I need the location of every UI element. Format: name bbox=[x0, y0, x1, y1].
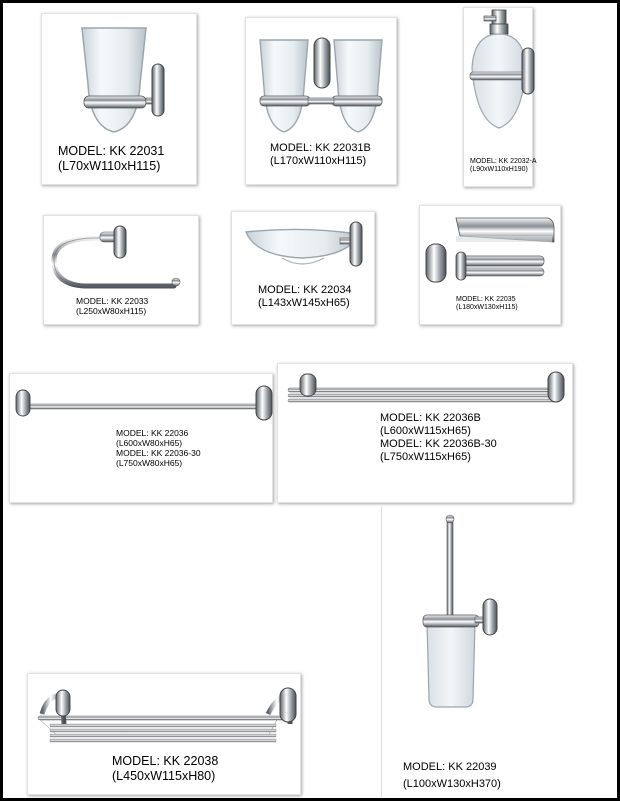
paper-holder-image bbox=[420, 206, 562, 291]
product-card-22031B bbox=[245, 17, 397, 185]
product-card-22039 bbox=[387, 513, 613, 795]
model-label: MODEL: KK 22039 bbox=[403, 761, 497, 773]
model-label: MODEL: KK 22033 bbox=[76, 296, 149, 306]
towel-ring-image bbox=[44, 216, 200, 291]
toilet-brush-holder-image bbox=[387, 513, 613, 713]
model-label: MODEL: KK 22035 bbox=[456, 296, 516, 303]
product-card-22034 bbox=[231, 211, 375, 325]
towel-bar-image bbox=[10, 374, 274, 426]
product-card-22038 bbox=[27, 673, 301, 795]
model-label: MODEL: KK 22032-A bbox=[470, 158, 537, 165]
tumbler-holder-image bbox=[42, 14, 198, 134]
dimensions-label: (L600xW80xH65) bbox=[116, 438, 183, 449]
model-label: MODEL: KK 22034 bbox=[258, 284, 352, 296]
section-divider bbox=[381, 507, 382, 797]
model-label-variant: MODEL: KK 22036-30 bbox=[116, 448, 201, 459]
dimensions-label-variant: (L750xW115xH65) bbox=[380, 450, 471, 463]
double-towel-bar-image bbox=[278, 364, 574, 408]
dimensions-label: (L600xW115xH65) bbox=[380, 424, 471, 437]
double-tumbler-holder-image bbox=[246, 18, 398, 136]
dimensions-label: (L70xW110xH115) bbox=[58, 158, 161, 173]
dimensions-label: (L250xW80xH115) bbox=[76, 306, 147, 317]
product-card-22036 bbox=[9, 373, 273, 503]
product-card-22031 bbox=[41, 13, 197, 185]
dimensions-label: (L100xW130xH370) bbox=[403, 778, 501, 791]
dimensions-label: (L180xW130xH115) bbox=[456, 304, 518, 312]
model-label-variant: MODEL: KK 22036B-30 bbox=[380, 437, 497, 450]
product-card-22033 bbox=[43, 215, 199, 325]
product-card-22036B bbox=[277, 363, 573, 503]
model-label: MODEL: KK 22038 bbox=[112, 754, 219, 768]
dimensions-label: (L143xW145xH65) bbox=[258, 296, 350, 309]
model-label: MODEL: KK 22031 bbox=[58, 144, 165, 158]
soap-dispenser-image bbox=[464, 8, 534, 148]
product-card-22035 bbox=[419, 205, 561, 325]
soap-dish-image bbox=[232, 212, 376, 282]
model-label: MODEL: KK 22036B bbox=[380, 412, 481, 424]
dimensions-label: (L450xW115xH80) bbox=[112, 768, 216, 783]
dimensions-label-variant: (L750xW80xH65) bbox=[116, 458, 183, 469]
product-card-22032-A bbox=[463, 7, 537, 187]
model-label: MODEL: KK 22031B bbox=[270, 142, 371, 154]
towel-rack-image bbox=[28, 674, 302, 750]
dimensions-label: (L90xW110xH190) bbox=[470, 166, 528, 174]
dimensions-label: (L170xW110xH115) bbox=[270, 154, 367, 167]
model-label: MODEL: KK 22036 bbox=[116, 428, 189, 438]
